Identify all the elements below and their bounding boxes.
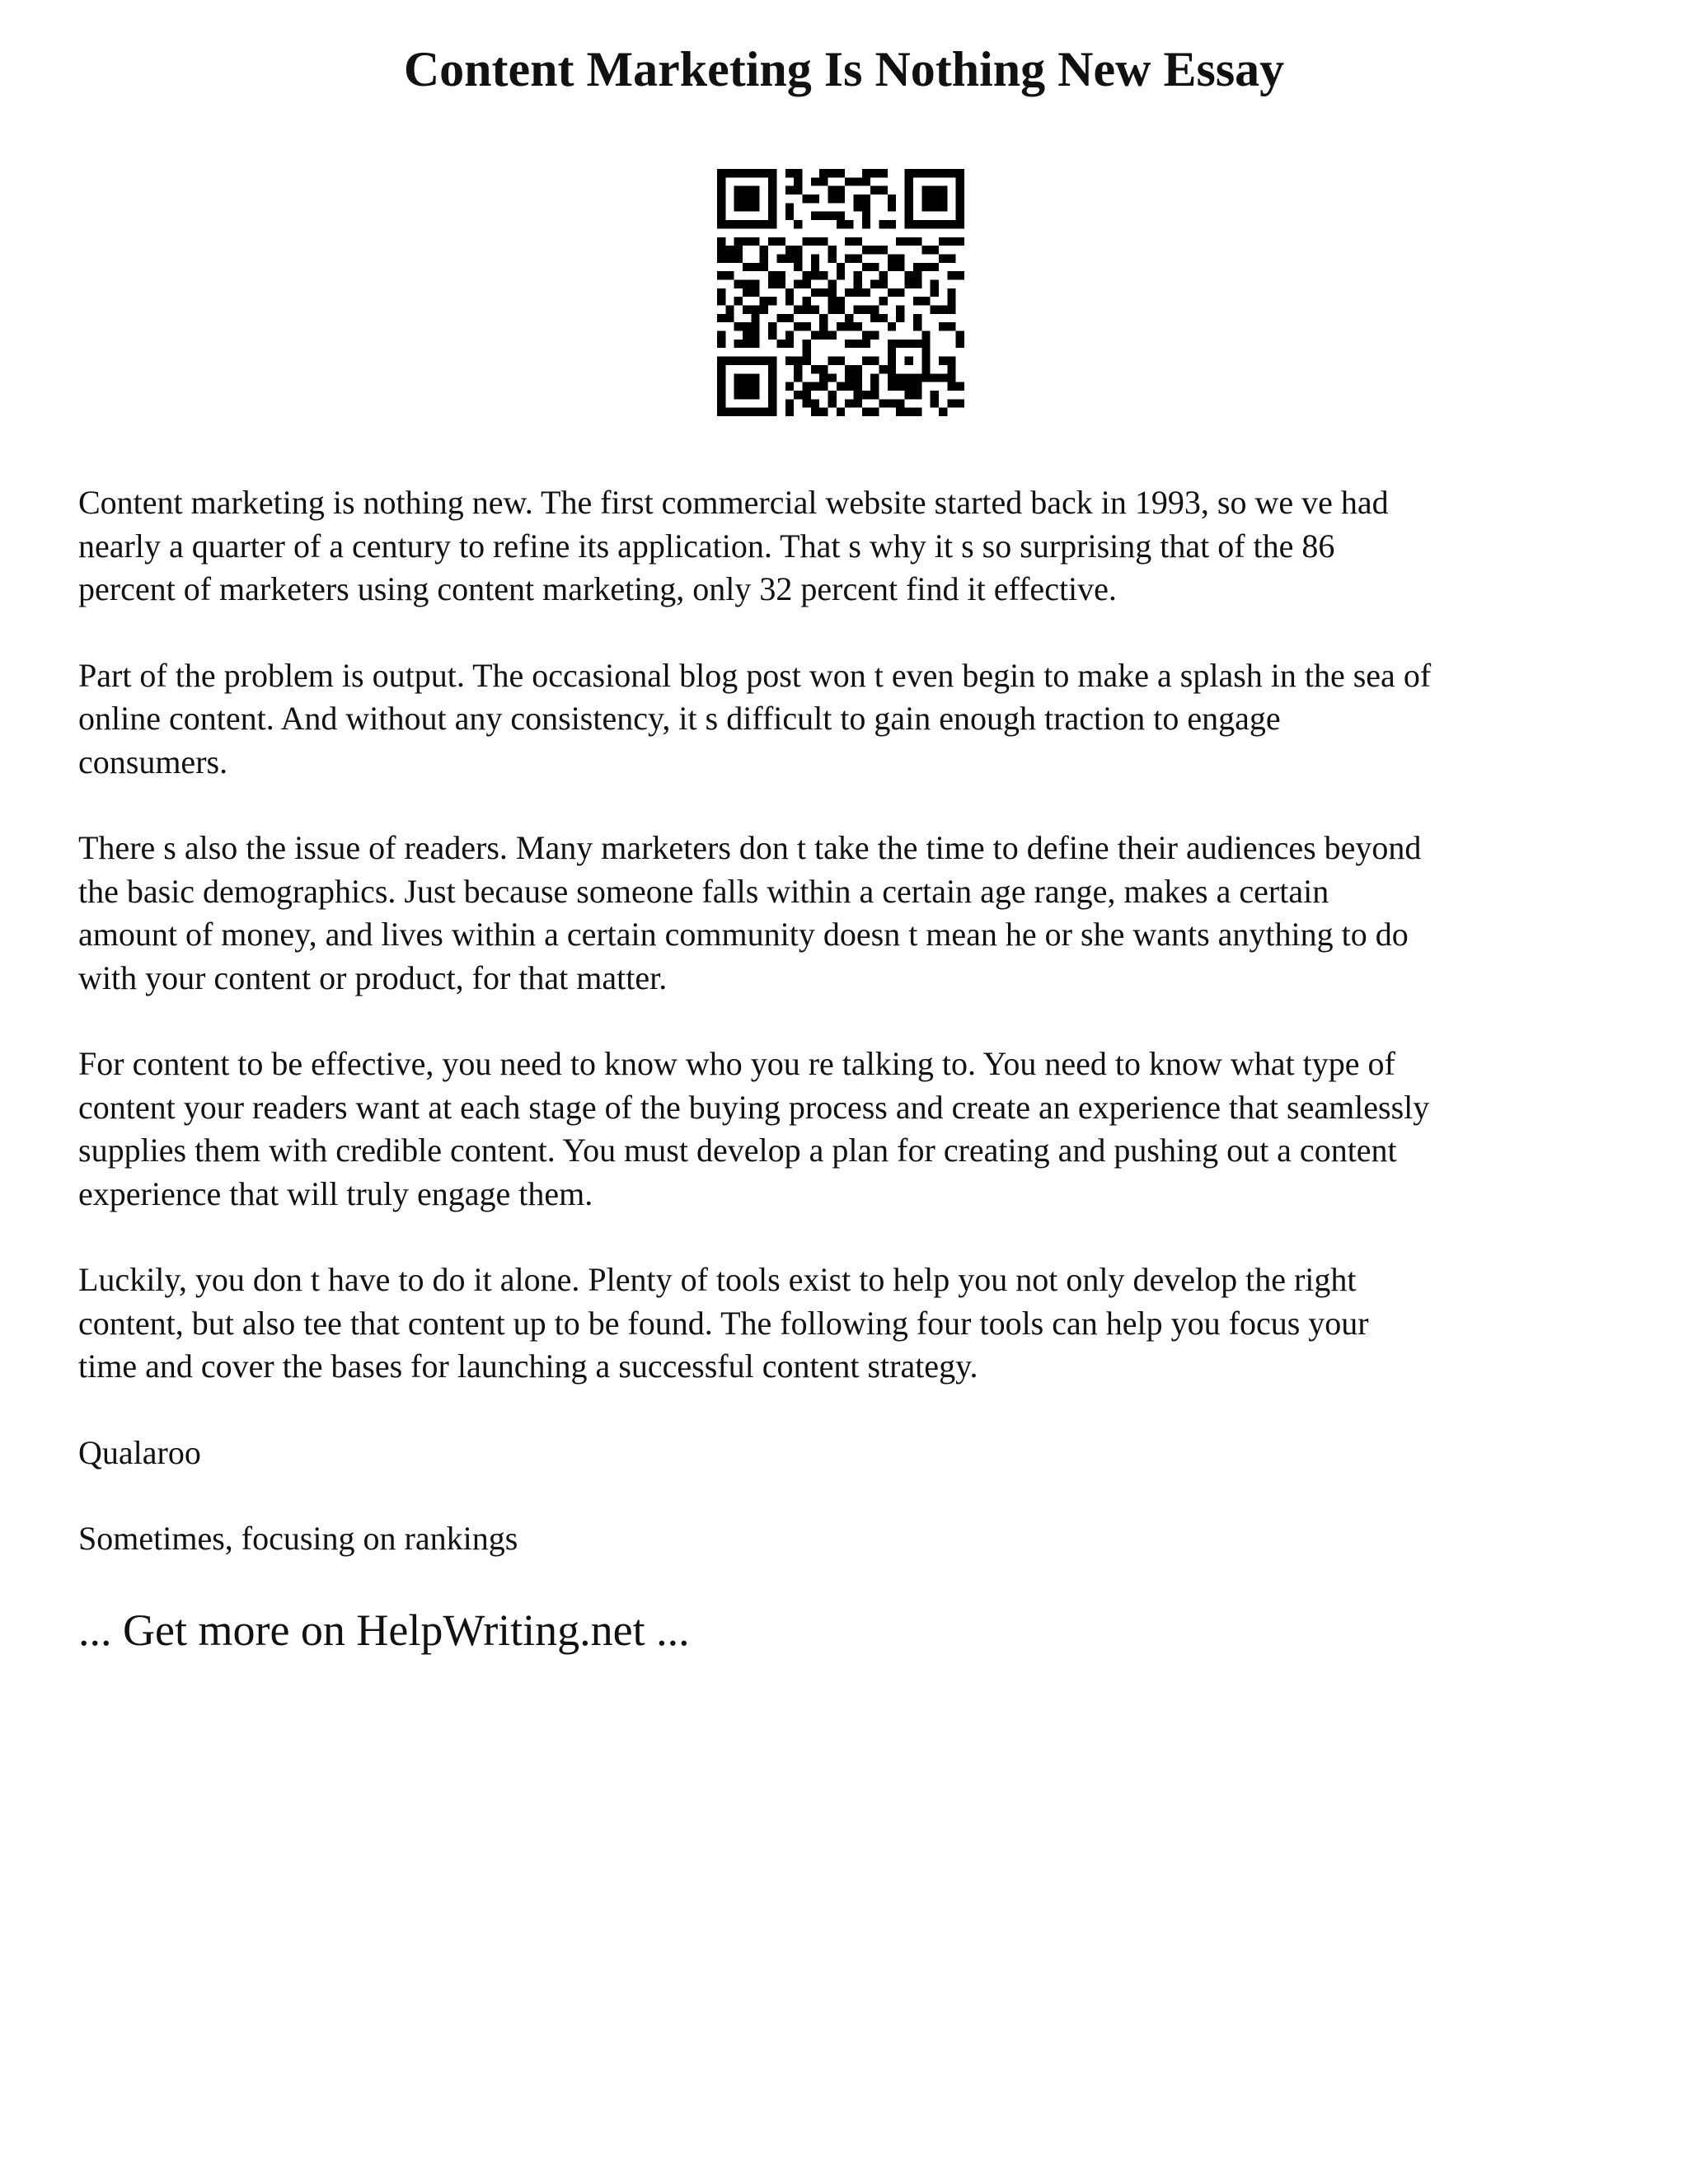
page-title: Content Marketing Is Nothing New Essay — [403, 42, 1285, 96]
essay-body — [78, 481, 1628, 1699]
paragraph-6: Qualaroo — [78, 1433, 201, 1471]
paragraph-2: Part of the problem is output. The occasional blog post won t even begin to make a splash in the sea of online content. And without any consistency, it s difficult to gain enough traction to engage consumers. — [78, 656, 1432, 780]
paragraph-4: For content to be effective, you need to know who you re talking to. You need to know what type of content your readers want at each stage of the buying process and create an experience that seamlessly supplies them with credible content. You must develop a plan for creating and pushing out a content experience that will truly engage them. — [78, 1045, 1430, 1212]
qr-code-icon — [717, 169, 964, 416]
footer-link[interactable]: ... Get more on HelpWriting.net ... — [78, 1605, 690, 1655]
paragraph-3: There s also the issue of readers. Many marketers don t take the time to define their audiences beyond the basic demographics. Just because someone falls within a certain age range, makes a certain amount of money, and lives within a certain community doesn t mean he or she wants anything to do with your content or product, for that matter. — [78, 829, 1422, 996]
paragraph-7: Sometimes, focusing on rankings — [78, 1520, 518, 1557]
paragraph-5: Luckily, you don t have to do it alone. Plenty of tools exist to help you not only develop the right content, but also tee that content up to be found. The following four tools can help you focus your time and cover the bases for launching a successful content strategy. — [78, 1261, 1369, 1385]
paragraph-1: Content marketing is nothing new. The first commercial website started back in 1993, so we ve had nearly a quarter of a century to refine its application. That s why it s so surprising that of the 86 percent of marketers using content marketing, only 32 percent find it effective. — [78, 484, 1389, 607]
